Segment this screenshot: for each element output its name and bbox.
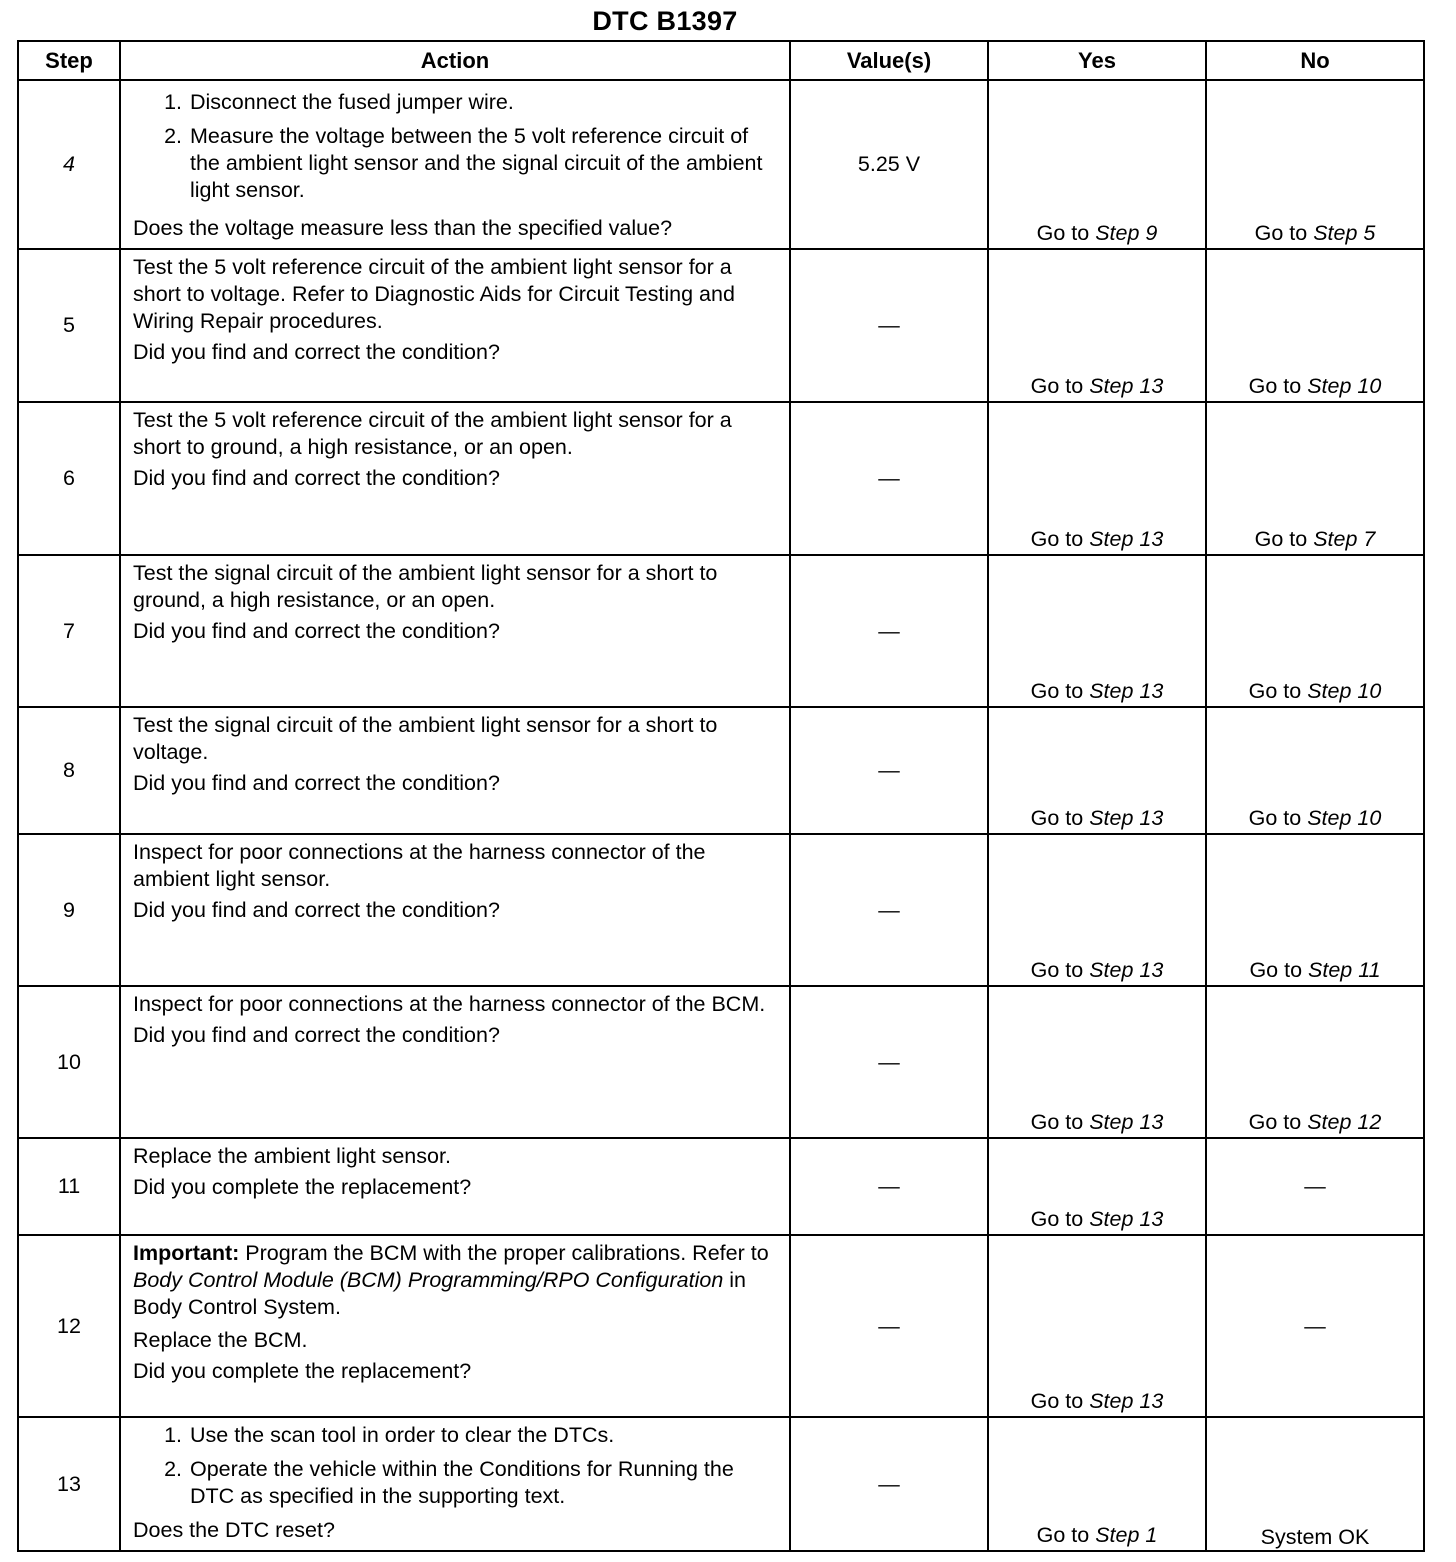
action-question: Does the voltage measure less than the specified value? — [133, 216, 673, 240]
action-cell — [120, 402, 790, 555]
table-row — [18, 1417, 1424, 1551]
step-number: 12 — [18, 1235, 120, 1417]
action-question: Did you complete the replacement? — [133, 1175, 472, 1199]
action-text: Replace the BCM. — [133, 1328, 308, 1352]
cross-reference-link: Body Control Module (BCM) Programming/RPO Configuration — [133, 1268, 724, 1292]
header-step: Step — [18, 41, 120, 80]
action-text: Inspect for poor connections at the harness connector of the ambient light sensor. — [133, 840, 706, 891]
no-cell: System OK — [1206, 1417, 1424, 1551]
value-cell: — — [790, 986, 988, 1138]
table-row — [18, 555, 1424, 707]
no-cell: — — [1206, 1235, 1424, 1417]
yes-cell: Go to Step 13 — [988, 1138, 1206, 1235]
yes-cell: Go to Step 13 — [988, 402, 1206, 555]
important-note: Important: Program the BCM with the proper calibrations. Refer to Body Control Module (BCM) Programming/RPO Configuration in Body Control System. — [133, 1241, 769, 1319]
action-cell — [120, 986, 790, 1138]
yes-cell: Go to Step 13 — [988, 986, 1206, 1138]
no-cell: Go to Step 10 — [1206, 707, 1424, 834]
action-list — [133, 1422, 781, 1510]
no-cell: Go to Step 7 — [1206, 402, 1424, 555]
table-row — [18, 402, 1424, 555]
table-row — [18, 707, 1424, 834]
step-number: 9 — [18, 834, 120, 986]
action-question: Did you find and correct the condition? — [133, 340, 500, 364]
action-text: Inspect for poor connections at the harness connector of the BCM. — [133, 992, 766, 1016]
yes-cell: Go to Step 1 — [988, 1417, 1206, 1551]
step-number: 13 — [18, 1417, 120, 1551]
dtc-table — [17, 40, 1425, 1552]
header-row — [18, 41, 1424, 80]
action-text: Test the 5 volt reference circuit of the ambient light sensor for a short to voltage. Refer to Diagnostic Aids for Circuit Testing and Wiring Repair procedures. — [133, 255, 735, 333]
header-yes: Yes — [988, 41, 1206, 80]
action-question: Did you find and correct the condition? — [133, 619, 500, 643]
header-action: Action — [120, 41, 790, 80]
action-question: Does the DTC reset? — [133, 1518, 335, 1542]
list-item: 1. Disconnect the fused jumper wire. — [188, 89, 781, 116]
table-row — [18, 80, 1424, 249]
value-cell: — — [790, 555, 988, 707]
list-item: 2. Operate the vehicle within the Conditions for Running the DTC as specified in the supporting text. — [188, 1456, 781, 1510]
no-cell: Go to Step 10 — [1206, 249, 1424, 402]
table-row — [18, 986, 1424, 1138]
action-question: Did you complete the replacement? — [133, 1359, 472, 1383]
action-text: Test the signal circuit of the ambient light sensor for a short to voltage. — [133, 713, 718, 764]
no-cell: Go to Step 12 — [1206, 986, 1424, 1138]
step-number: 11 — [18, 1138, 120, 1235]
action-cell — [120, 834, 790, 986]
step-number: 4 — [18, 80, 120, 249]
yes-cell: Go to Step 9 — [988, 80, 1206, 249]
header-values: Value(s) — [790, 41, 988, 80]
action-cell — [120, 1138, 790, 1235]
action-text: Test the 5 volt reference circuit of the ambient light sensor for a short to ground, a high resistance, or an open. — [133, 408, 732, 459]
list-item: 1. Use the scan tool in order to clear the DTCs. — [188, 1422, 781, 1449]
action-cell — [120, 707, 790, 834]
action-text: Replace the ambient light sensor. — [133, 1144, 451, 1168]
table-row — [18, 1138, 1424, 1235]
no-cell: Go to Step 10 — [1206, 555, 1424, 707]
yes-cell: Go to Step 13 — [988, 555, 1206, 707]
value-cell: — — [790, 834, 988, 986]
action-cell — [120, 80, 790, 249]
table-row — [18, 1235, 1424, 1417]
action-question: Did you find and correct the condition? — [133, 898, 500, 922]
table-row — [18, 834, 1424, 986]
action-cell — [120, 555, 790, 707]
action-question: Did you find and correct the condition? — [133, 466, 500, 490]
action-cell — [120, 1235, 790, 1417]
step-number: 10 — [18, 986, 120, 1138]
page-title: DTC B1397 — [592, 6, 738, 36]
step-number: 6 — [18, 402, 120, 555]
action-cell — [120, 1417, 790, 1551]
no-cell: — — [1206, 1138, 1424, 1235]
yes-cell: Go to Step 13 — [988, 1235, 1206, 1417]
header-no: No — [1206, 41, 1424, 80]
step-number: 8 — [18, 707, 120, 834]
action-list — [133, 89, 781, 204]
table-row — [18, 249, 1424, 402]
value-cell: — — [790, 1235, 988, 1417]
step-number: 5 — [18, 249, 120, 402]
action-text: Test the signal circuit of the ambient light sensor for a short to ground, a high resistance, or an open. — [133, 561, 718, 612]
no-cell: Go to Step 5 — [1206, 80, 1424, 249]
action-question: Did you find and correct the condition? — [133, 1023, 500, 1047]
value-cell: — — [790, 402, 988, 555]
yes-cell: Go to Step 13 — [988, 834, 1206, 986]
important-label: Important: — [133, 1241, 240, 1265]
value-cell: 5.25 V — [790, 80, 988, 249]
value-cell: — — [790, 249, 988, 402]
value-cell: — — [790, 1417, 988, 1551]
action-cell — [120, 249, 790, 402]
yes-cell: Go to Step 13 — [988, 249, 1206, 402]
value-cell: — — [790, 707, 988, 834]
list-item: 2. Measure the voltage between the 5 volt reference circuit of the ambient light sensor and the signal circuit of the ambient light sensor. — [188, 123, 781, 204]
value-cell: — — [790, 1138, 988, 1235]
action-question: Did you find and correct the condition? — [133, 771, 500, 795]
step-number: 7 — [18, 555, 120, 707]
no-cell: Go to Step 11 — [1206, 834, 1424, 986]
yes-cell: Go to Step 13 — [988, 707, 1206, 834]
